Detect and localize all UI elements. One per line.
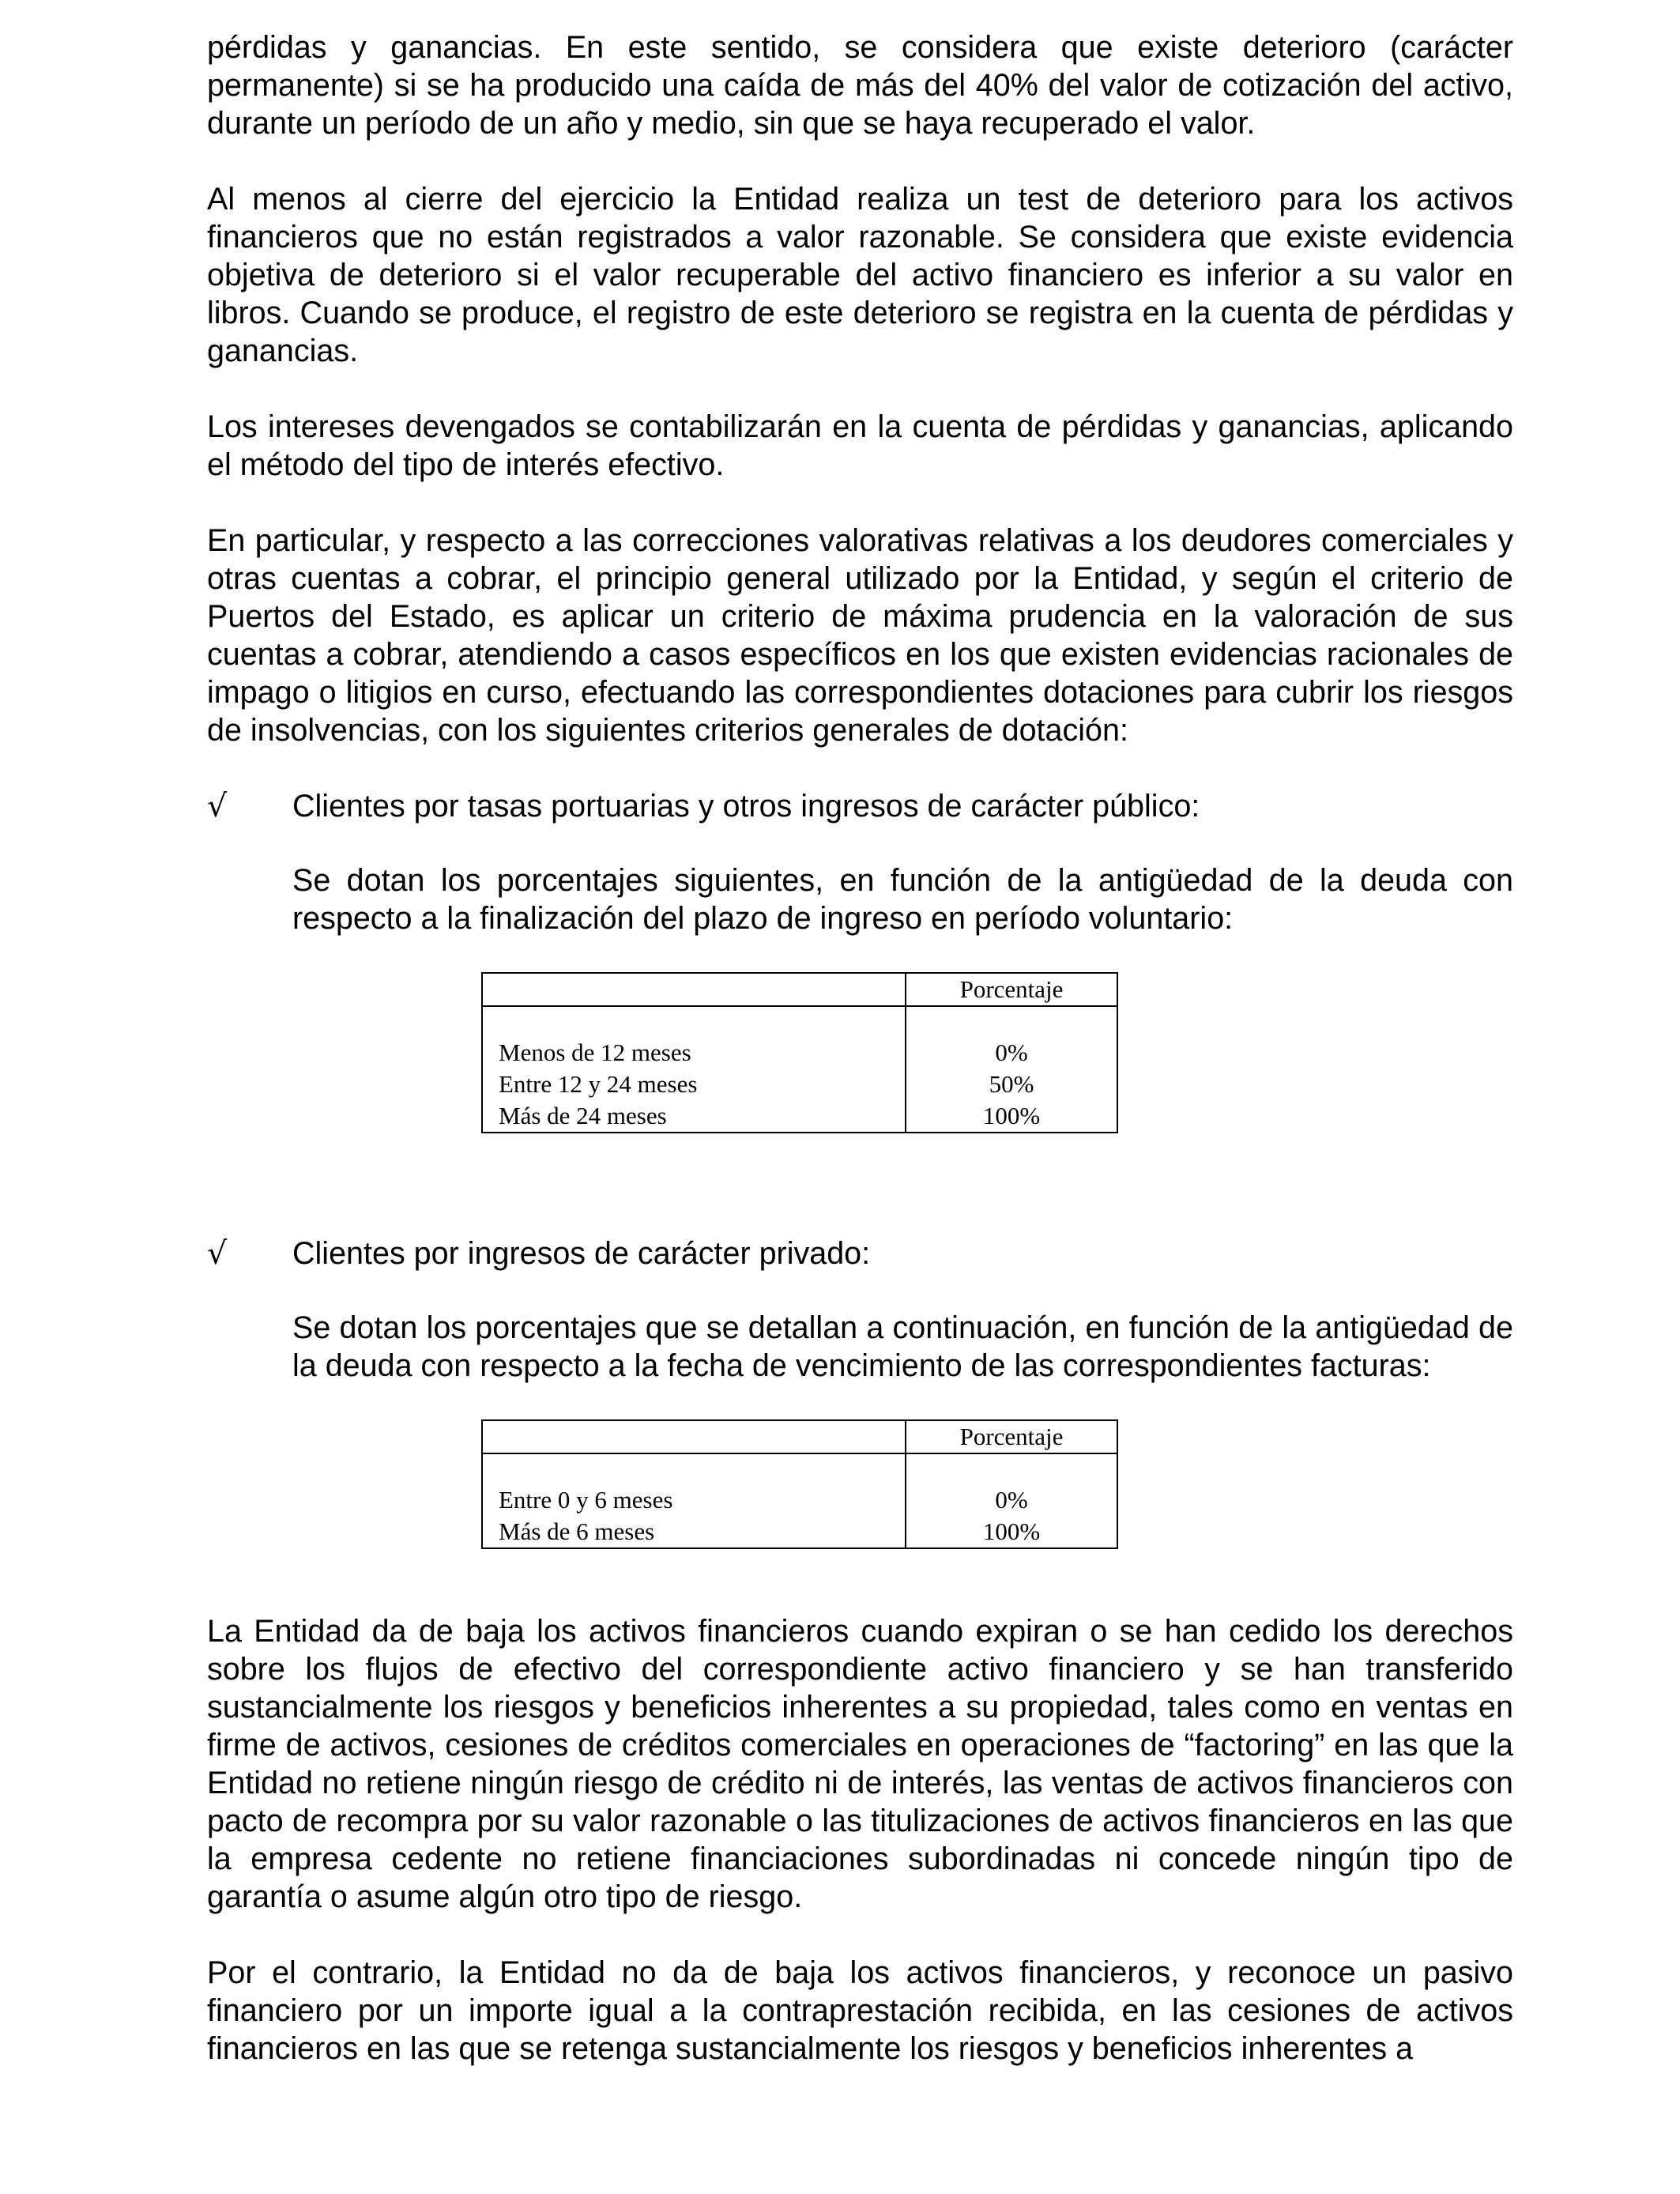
table-porcentajes-privados xyxy=(481,1419,1118,1549)
bullet-item-clientes-privados xyxy=(207,1235,1513,1272)
row-value: 50% xyxy=(906,1069,1117,1100)
row-label: Entre 12 y 24 meses xyxy=(482,1069,906,1100)
table-header-row xyxy=(482,973,1117,1006)
paragraph-deterioro-cotizacion: pérdidas y ganancias. En este sentido, se considera que existe deterioro (carácter permanente) si se ha producido una caída de más del 40% del valor de cotización del activo, durante un período de un año y medio, sin que se haya recuperado el valor. xyxy=(207,30,1513,141)
column-header-porcentaje: Porcentaje xyxy=(906,1420,1117,1453)
column-header-porcentaje: Porcentaje xyxy=(906,973,1117,1006)
table-row xyxy=(482,1037,1117,1069)
table-header-row xyxy=(482,1420,1117,1453)
paragraph-test-deterioro: Al menos al cierre del ejercicio la Entidad realiza un test de deterioro para los activos financieros que no están registrados a valor razonable. Se considera que existe evidencia objetiva de deterioro si el valor recuperable del activo financiero es inferior a su valor en libros. Cuando se produce, el registro de este deterioro se registra en la cuenta de pérdidas y ganancias. xyxy=(207,182,1513,368)
paragraph-porcentajes-publicos: Se dotan los porcentajes siguientes, en función de la antigüedad de la deuda con respecto a la finalización del plazo de ingreso en período voluntario: xyxy=(292,863,1513,936)
row-value: 0% xyxy=(906,1484,1117,1516)
row-value: 100% xyxy=(906,1516,1117,1548)
bullet-label: Clientes por ingresos de carácter privado: xyxy=(292,1236,871,1271)
checkmark-bullet-icon: √ xyxy=(207,788,228,824)
table-row xyxy=(482,1484,1117,1516)
row-label: Entre 0 y 6 meses xyxy=(482,1484,906,1516)
paragraph-correcciones-valorativas: En particular, y respecto a las correcciones valorativas relativas a los deudores comerciales y otras cuentas a cobrar, el principio general utilizado por la Entidad, y según el criterio de Puertos del Estado, es aplicar un criterio de máxima prudencia en la valoración de sus cuentas a cobrar, atendiendo a casos específicos en los que existen evidencias racionales de impago o litigios en curso, efectuando las correspondientes dotaciones para cubrir los riesgos de insolvencias, con los siguientes criterios generales de dotación: xyxy=(207,523,1513,748)
paragraph-porcentajes-privados: Se dotan los porcentajes que se detallan a continuación, en función de la antigüedad de la deuda con respecto a la fecha de vencimiento de las correspondientes facturas: xyxy=(292,1310,1513,1383)
row-label: Más de 24 meses xyxy=(482,1100,906,1133)
paragraph-baja-activos: La Entidad da de baja los activos financieros cuando expiran o se han cedido los derechos sobre los flujos de efectivo del correspondiente activo financiero y se han transferido sustancialmente los riesgos y beneficios inherentes a su propiedad, tales como en ventas en firme de activos, cesiones de créditos comerciales en operaciones de “factoring” en las que la Entidad no retiene ningún riesgo de crédito ni de interés, las ventas de activos financieros con pacto de recompra por su valor razonable o las titulizaciones de activos financieros en las que la empresa cedente no retiene financiaciones subordinadas ni concede ningún tipo de garantía o asume algún otro tipo de riesgo. xyxy=(207,1614,1513,1914)
checkmark-bullet-icon: √ xyxy=(207,1235,228,1272)
table-row xyxy=(482,1516,1117,1548)
document-page xyxy=(207,28,1513,2105)
table-row xyxy=(482,1100,1117,1133)
row-value: 0% xyxy=(906,1037,1117,1069)
row-value: 100% xyxy=(906,1100,1117,1133)
row-label: Más de 6 meses xyxy=(482,1516,906,1548)
paragraph-intereses-devengados: Los intereses devengados se contabilizarán en la cuenta de pérdidas y ganancias, aplicando el método del tipo de interés efectivo. xyxy=(207,409,1513,482)
table-porcentajes-publicos xyxy=(481,972,1118,1133)
table-row xyxy=(482,1069,1117,1100)
bullet-label: Clientes por tasas portuarias y otros ingresos de carácter público: xyxy=(292,789,1200,824)
paragraph-no-baja-activos: Por el contrario, la Entidad no da de baja los activos financieros, y reconoce un pasivo financiero por un importe igual a la contraprestación recibida, en las cesiones de activos financieros en las que se retenga sustancialmente los riesgos y beneficios inherentes a xyxy=(207,1955,1513,2066)
bullet-item-clientes-publicos xyxy=(207,787,1513,825)
row-label: Menos de 12 meses xyxy=(482,1037,906,1069)
